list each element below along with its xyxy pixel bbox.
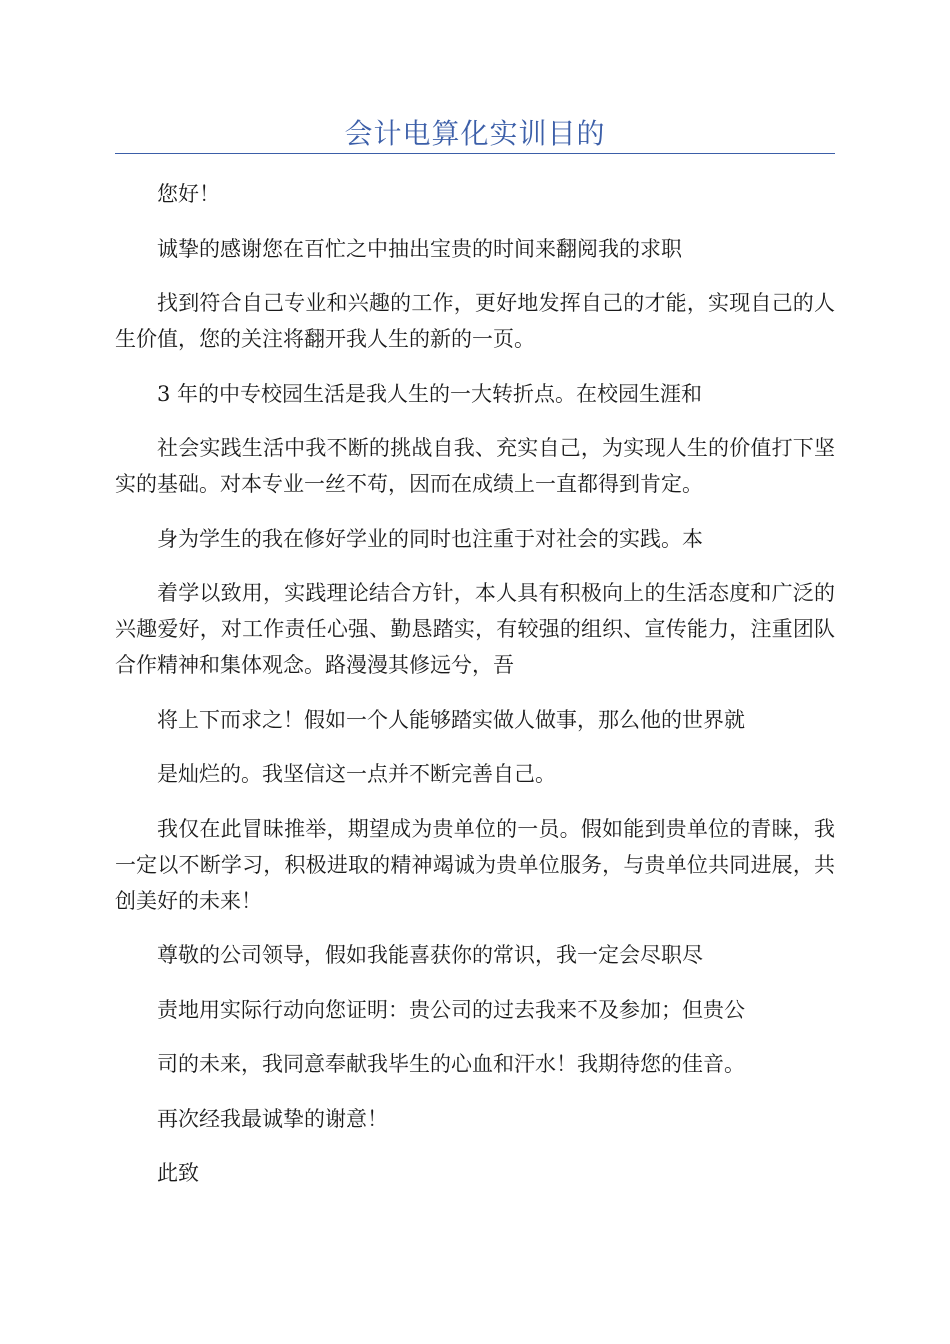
paragraph: 身为学生的我在修好学业的同时也注重于对社会的实践。本 [157,526,703,551]
paragraph: 3 年的中专校园生活是我人生的一大转折点。在校园生涯和 [157,381,703,406]
paragraph: 是灿烂的。我坚信这一点并不断完善自己。 [157,762,556,786]
paragraph: 社会实践生活中我不断的挑战自我、充实自己，为实现人生的价值打下坚实的基础。对本专业一丝不苟，因而在成绩上一直都得到肯定。 [115,436,835,496]
paragraph: 着学以致用，实践理论结合方针，本人具有积极向上的生活态度和广泛的兴趣爱好，对工作责任心强、勤恳踏实，有较强的组织、宣传能力，注重团队合作精神和集体观念。路漫漫其修远兮，吾 [115,581,835,677]
page-title: 会计电算化实训目的 [344,117,606,150]
paragraph: 将上下而求之！假如一个人能够踏实做人做事，那么他的世界就 [157,707,745,732]
paragraph: 司的未来，我同意奉献我毕生的心血和汗水！我期待您的佳音。 [157,1052,745,1076]
paragraph: 找到符合自己专业和兴趣的工作，更好地发挥自己的才能，实现自己的人生价值，您的关注将翻开我人生的新的一页。 [115,291,835,351]
title-underline [115,153,835,154]
paragraph: 我仅在此冒昧推举，期望成为贵单位的一员。假如能到贵单位的青睐，我一定以不断学习，积极进取的精神竭诚为贵单位服务，与贵单位共同进展，共创美好的未来！ [115,816,835,913]
paragraph: 尊敬的公司领导，假如我能喜获你的常识，我一定会尽职尽 [157,943,703,967]
paragraph: 责地用实际行动向您证明：贵公司的过去我来不及参加；但贵公 [157,997,745,1022]
paragraph: 诚挚的感谢您在百忙之中抽出宝贵的时间来翻阅我的求职 [157,236,682,261]
paragraph-greeting: 您好！ [157,182,220,206]
paragraph-closing: 此致 [157,1161,199,1185]
paragraph: 再次经我最诚挚的谢意！ [157,1106,388,1131]
document-body [115,176,835,1210]
